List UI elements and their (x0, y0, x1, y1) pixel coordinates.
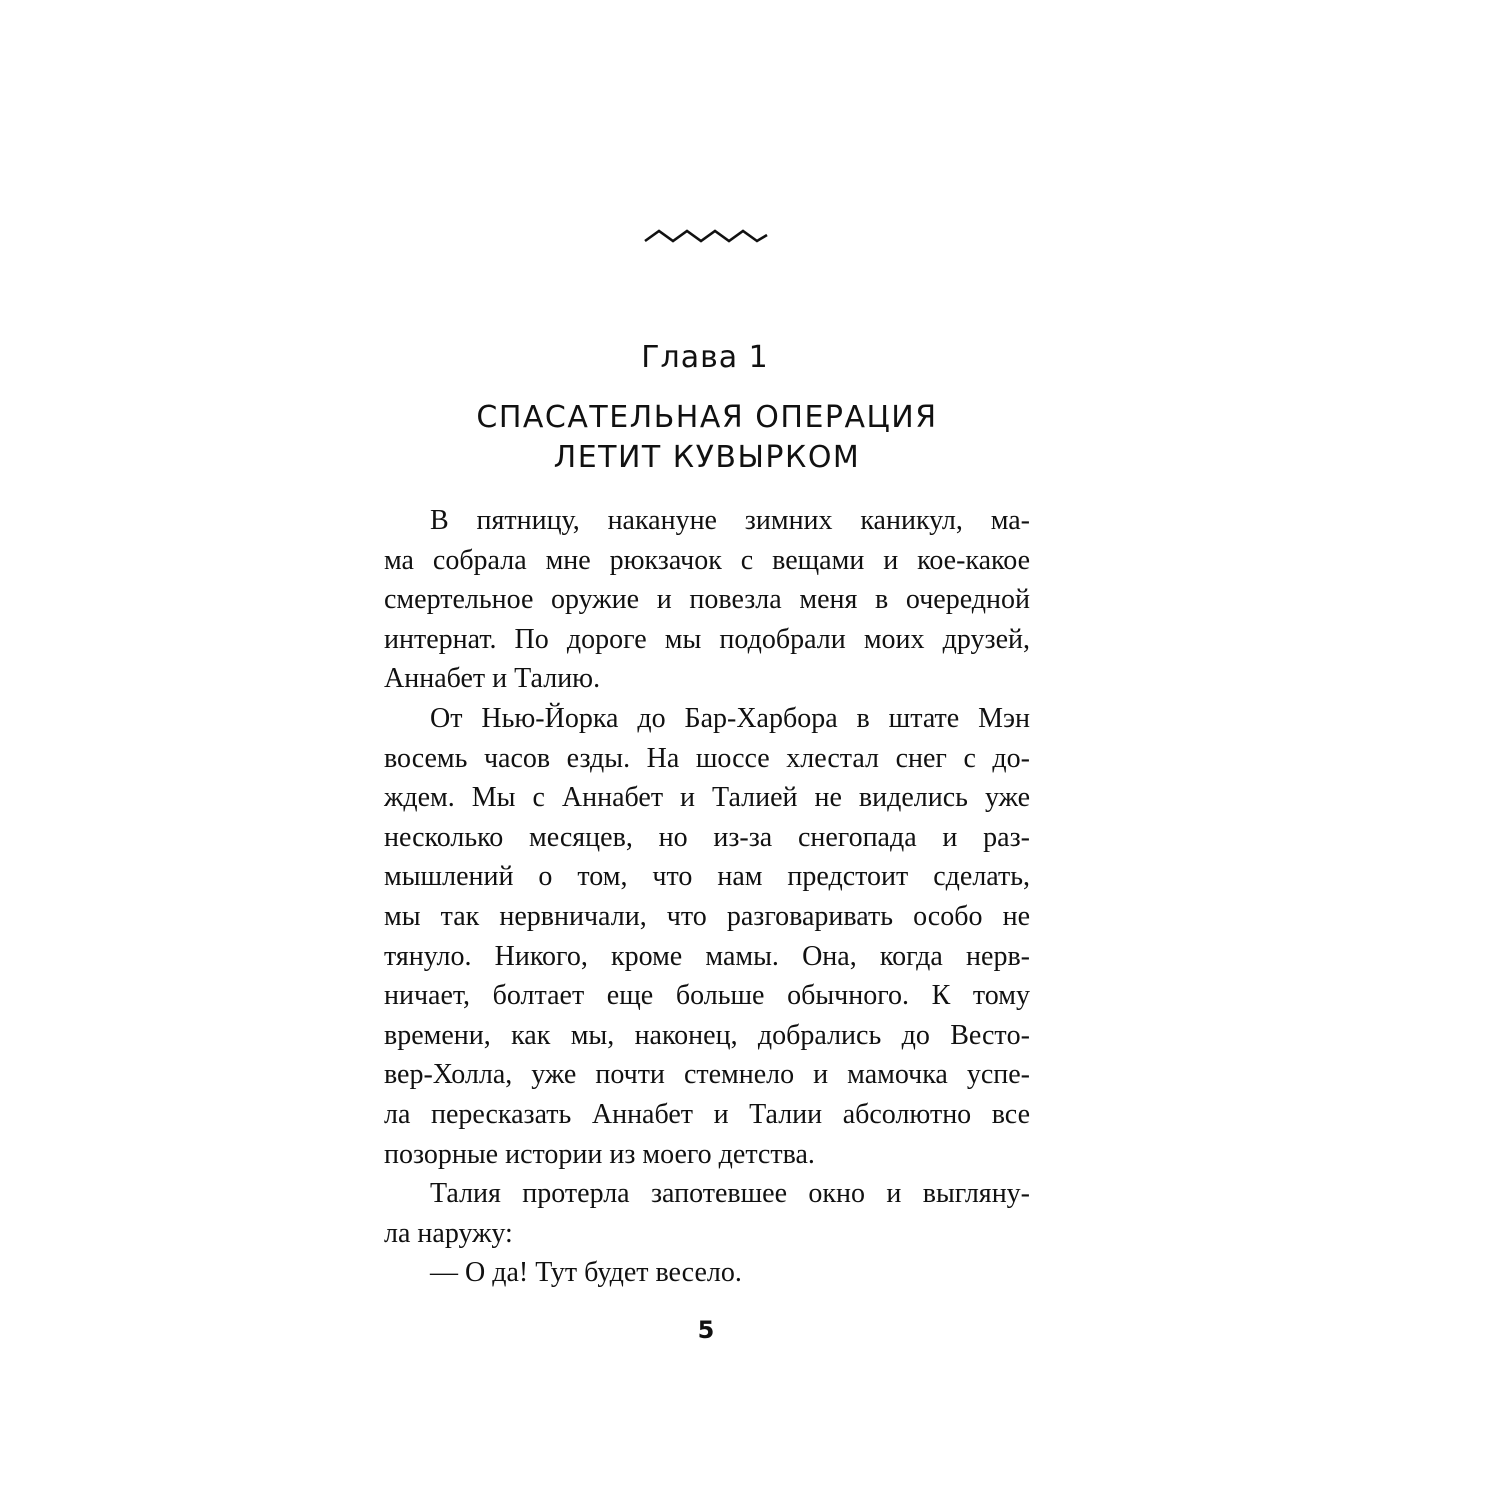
text-line: мы так нервничали, что разговаривать особо не (384, 900, 1030, 932)
text-line: вер-Холла, уже почти стемнело и мамочка успе- (384, 1059, 1030, 1091)
text-line: ла пересказать Аннабет и Талии абсолютно все (384, 1098, 1030, 1130)
text-line: смертельное оружие и повезла меня в очередной (384, 584, 1030, 616)
text-line: ма собрала мне рюкзачок с вещами и кое-какое (384, 544, 1030, 576)
text-line: времени, как мы, наконец, добрались до Вестo- (384, 1019, 1030, 1051)
text-line: Аннабет и Талию. (384, 663, 601, 695)
text-line: мышлений о том, что нам предстоит сделать, (384, 861, 1030, 893)
text-line: От Нью-Йорка до Бар-Харбора в штате Мэн (430, 702, 1030, 734)
paragraph (384, 501, 1030, 699)
page-number: 5 (697, 1316, 715, 1344)
text-line: В пятницу, накануне зимних каникул, ма- (430, 505, 1030, 536)
text-line: ла наружу: (384, 1217, 513, 1249)
text-line: восемь часов езды. На шоссе хлестал снег с до- (384, 742, 1030, 774)
text-line: тянуло. Никого, кроме мамы. Она, когда нерв- (384, 940, 1030, 972)
text-line: Талия протерла запотевшее окно и выгляну- (430, 1178, 1030, 1210)
paragraph (384, 1174, 1030, 1253)
paragraph (384, 699, 1030, 1174)
body-text (384, 501, 1030, 1293)
chapter-title-line: ЛЕТИТ КУВЫРКОМ (553, 440, 861, 475)
text-line: ничает, болтает еще больше обычного. К тому (384, 980, 1030, 1012)
zigzag-ornament-icon (643, 226, 769, 246)
chapter-title-line: СПАСАТЕЛЬНАЯ ОПЕРАЦИЯ (476, 400, 938, 435)
paragraph (384, 1253, 1030, 1293)
chapter-title (0, 398, 1414, 478)
chapter-number: Глава 1 (641, 340, 769, 375)
text-line: интернат. По дороге мы подобрали моих друзей, (384, 623, 1030, 655)
text-line: — О да! Тут будет весело. (430, 1257, 742, 1289)
text-line: ждем. Мы с Аннабет и Талией не виделись уже (384, 782, 1030, 814)
text-line: несколько месяцев, но из-за снегопада и раз- (384, 821, 1030, 853)
text-line: позорные истории из моего детства. (384, 1138, 815, 1170)
